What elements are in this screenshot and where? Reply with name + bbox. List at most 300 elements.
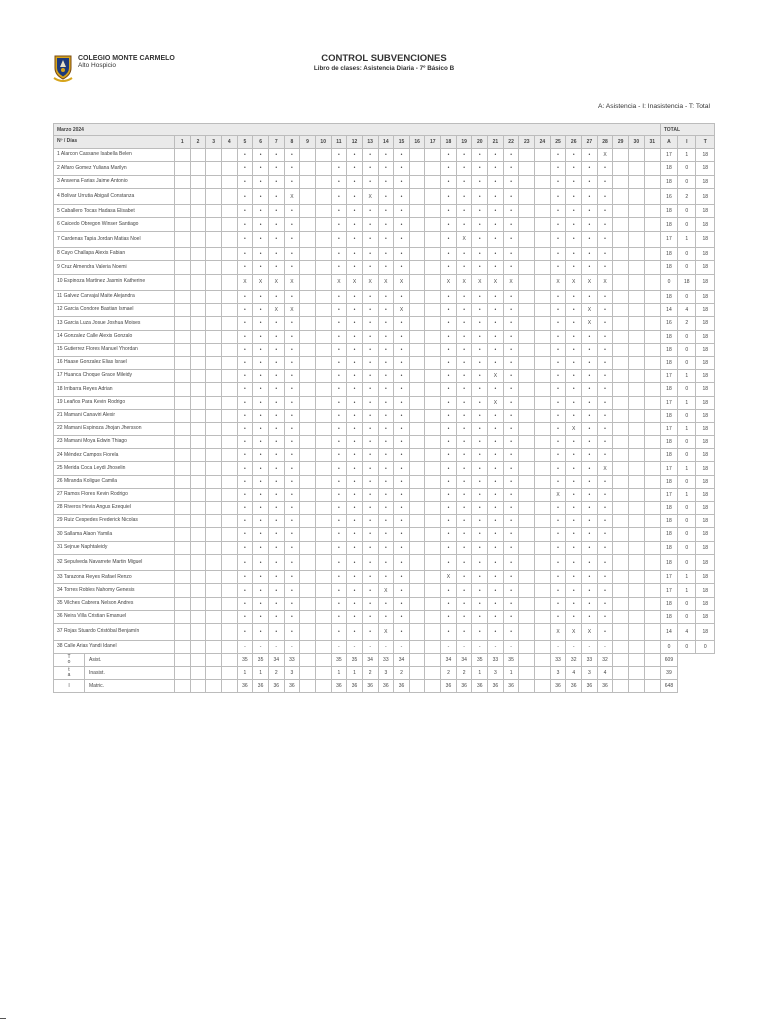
day-header: 14: [378, 136, 394, 149]
summary-cell: 36: [268, 680, 284, 693]
total-i: 0: [678, 356, 696, 369]
attendance-cell: •: [253, 317, 269, 330]
table-row: [54, 436, 715, 449]
attendance-cell: •: [378, 175, 394, 188]
attendance-cell: •: [550, 449, 566, 462]
attendance-cell: [629, 175, 645, 188]
attendance-cell: •: [472, 502, 488, 515]
attendance-cell: [300, 597, 316, 610]
attendance-cell: •: [597, 541, 613, 554]
summary-cell: 33: [378, 653, 394, 666]
attendance-cell: •: [550, 356, 566, 369]
student-name: 21 Mamani Canaviri Alexir: [54, 409, 175, 422]
attendance-cell: [644, 409, 660, 422]
attendance-cell: [409, 356, 425, 369]
attendance-cell: [613, 218, 629, 231]
attendance-cell: X: [378, 274, 394, 291]
total-t: 18: [696, 330, 715, 343]
summary-cell: 3: [284, 666, 300, 679]
attendance-cell: •: [253, 610, 269, 623]
attendance-cell: [206, 274, 222, 291]
attendance-cell: X: [550, 624, 566, 641]
attendance-cell: •: [268, 291, 284, 304]
attendance-cell: •: [331, 502, 347, 515]
table-row: [54, 205, 715, 218]
attendance-cell: [206, 188, 222, 205]
table-row: [54, 188, 715, 205]
attendance-cell: [613, 291, 629, 304]
attendance-cell: •: [441, 597, 457, 610]
table-row: [54, 162, 715, 175]
day-header: 20: [472, 136, 488, 149]
attendance-cell: •: [456, 571, 472, 584]
attendance-cell: •: [566, 449, 582, 462]
attendance-cell: [629, 356, 645, 369]
attendance-cell: •: [472, 409, 488, 422]
attendance-cell: [613, 610, 629, 623]
attendance-cell: [190, 396, 206, 409]
attendance-cell: •: [582, 396, 598, 409]
attendance-cell: [206, 317, 222, 330]
total-a: 17: [660, 571, 677, 584]
attendance-cell: [190, 571, 206, 584]
attendance-cell: [409, 218, 425, 231]
attendance-cell: [221, 149, 237, 162]
attendance-cell: [315, 597, 331, 610]
attendance-cell: X: [566, 624, 582, 641]
page-mark: [0, 1018, 6, 1019]
summary-cell: [519, 666, 535, 679]
attendance-cell: •: [488, 449, 504, 462]
attendance-cell: [629, 422, 645, 435]
attendance-cell: [535, 261, 551, 274]
attendance-cell: [629, 554, 645, 571]
attendance-cell: [519, 597, 535, 610]
attendance-cell: [315, 175, 331, 188]
attendance-cell: •: [472, 343, 488, 356]
attendance-cell: •: [582, 248, 598, 261]
attendance-cell: •: [268, 343, 284, 356]
attendance-cell: •: [362, 317, 378, 330]
attendance-cell: [190, 488, 206, 501]
attendance-cell: •: [347, 449, 363, 462]
attendance-cell: •: [488, 610, 504, 623]
attendance-cell: [174, 370, 190, 383]
attendance-cell: [644, 162, 660, 175]
attendance-cell: [425, 409, 441, 422]
summary-cell: [206, 680, 222, 693]
attendance-cell: [629, 488, 645, 501]
total-i: 0: [678, 515, 696, 528]
total-t: 18: [696, 396, 715, 409]
attendance-cell: •: [597, 383, 613, 396]
attendance-cell: [206, 422, 222, 435]
attendance-cell: [190, 149, 206, 162]
attendance-cell: •: [597, 488, 613, 501]
attendance-cell: •: [362, 356, 378, 369]
attendance-cell: •: [253, 304, 269, 317]
attendance-cell: [174, 317, 190, 330]
total-t: 18: [696, 515, 715, 528]
student-name: 32 Sepulveda Navarrete Martin Miguel: [54, 554, 175, 571]
attendance-cell: •: [394, 370, 410, 383]
attendance-cell: •: [503, 597, 519, 610]
attendance-cell: [206, 356, 222, 369]
student-name: 25 Merida Coca Leydi Jhoselin: [54, 462, 175, 475]
attendance-cell: [221, 261, 237, 274]
attendance-cell: •: [253, 343, 269, 356]
attendance-cell: •: [503, 475, 519, 488]
attendance-cell: [409, 304, 425, 317]
attendance-cell: •: [441, 175, 457, 188]
total-i: 0: [678, 261, 696, 274]
attendance-cell: [613, 304, 629, 317]
attendance-cell: •: [456, 162, 472, 175]
attendance-cell: [644, 291, 660, 304]
attendance-cell: •: [253, 383, 269, 396]
attendance-cell: [409, 231, 425, 248]
attendance-cell: •: [268, 449, 284, 462]
attendance-cell: •: [441, 317, 457, 330]
attendance-cell: •: [331, 343, 347, 356]
attendance-cell: [315, 218, 331, 231]
attendance-cell: [221, 274, 237, 291]
attendance-cell: •: [550, 291, 566, 304]
attendance-cell: •: [456, 330, 472, 343]
attendance-cell: •: [237, 396, 253, 409]
attendance-cell: [425, 370, 441, 383]
attendance-cell: [629, 261, 645, 274]
attendance-cell: [174, 330, 190, 343]
attendance-cell: •: [597, 502, 613, 515]
total-a: 14: [660, 624, 677, 641]
attendance-cell: •: [582, 571, 598, 584]
attendance-cell: •: [456, 475, 472, 488]
attendance-cell: •: [394, 317, 410, 330]
attendance-cell: •: [456, 488, 472, 501]
attendance-cell: [300, 248, 316, 261]
attendance-cell: •: [488, 462, 504, 475]
attendance-cell: [206, 149, 222, 162]
attendance-cell: •: [582, 261, 598, 274]
attendance-cell: •: [237, 436, 253, 449]
attendance-cell: •: [253, 502, 269, 515]
attendance-cell: •: [597, 436, 613, 449]
attendance-cell: [535, 554, 551, 571]
attendance-cell: •: [503, 571, 519, 584]
attendance-cell: [315, 571, 331, 584]
student-name: 35 Vilches Cabrera Nelson Andres: [54, 597, 175, 610]
day-header: 12: [347, 136, 363, 149]
attendance-cell: •: [472, 175, 488, 188]
attendance-cell: •: [503, 449, 519, 462]
summary-cell: [221, 653, 237, 666]
attendance-cell: •: [268, 383, 284, 396]
attendance-cell: [613, 205, 629, 218]
attendance-cell: [221, 624, 237, 641]
summary-cell: [409, 666, 425, 679]
attendance-cell: •: [362, 304, 378, 317]
attendance-cell: -: [378, 640, 394, 653]
attendance-cell: [425, 304, 441, 317]
attendance-cell: [519, 231, 535, 248]
attendance-cell: •: [597, 248, 613, 261]
attendance-cell: X: [284, 188, 300, 205]
attendance-cell: [315, 248, 331, 261]
summary-cell: 1: [253, 666, 269, 679]
attendance-cell: •: [566, 436, 582, 449]
attendance-cell: •: [582, 436, 598, 449]
attendance-cell: •: [253, 356, 269, 369]
attendance-cell: [425, 515, 441, 528]
attendance-cell: •: [378, 383, 394, 396]
attendance-cell: •: [456, 291, 472, 304]
attendance-cell: •: [488, 188, 504, 205]
attendance-cell: [535, 383, 551, 396]
attendance-cell: •: [503, 261, 519, 274]
attendance-cell: •: [394, 291, 410, 304]
attendance-cell: •: [472, 541, 488, 554]
table-row: [54, 624, 715, 641]
attendance-cell: [174, 422, 190, 435]
student-name: 12 Garcia Condore Bastian Ismael: [54, 304, 175, 317]
attendance-cell: •: [566, 218, 582, 231]
attendance-cell: •: [284, 554, 300, 571]
attendance-cell: [629, 640, 645, 653]
total-a: 0: [660, 640, 677, 653]
total-letter: T: [67, 653, 71, 660]
attendance-cell: [221, 162, 237, 175]
attendance-cell: •: [378, 436, 394, 449]
table-row: [54, 515, 715, 528]
attendance-cell: [190, 205, 206, 218]
attendance-cell: [206, 571, 222, 584]
attendance-cell: -: [284, 640, 300, 653]
attendance-cell: [174, 554, 190, 571]
attendance-cell: •: [268, 462, 284, 475]
attendance-cell: [206, 261, 222, 274]
attendance-cell: •: [472, 330, 488, 343]
attendance-cell: [315, 343, 331, 356]
attendance-cell: •: [394, 541, 410, 554]
student-name: 5 Caballero Tocas Hadasa Elisabet: [54, 205, 175, 218]
attendance-cell: X: [597, 462, 613, 475]
attendance-cell: [206, 462, 222, 475]
attendance-cell: [190, 584, 206, 597]
attendance-cell: [613, 274, 629, 291]
total-i: 1: [678, 488, 696, 501]
summary-cell: 36: [472, 680, 488, 693]
attendance-cell: [315, 356, 331, 369]
attendance-cell: •: [268, 409, 284, 422]
attendance-cell: •: [378, 162, 394, 175]
table-row: [54, 356, 715, 369]
attendance-cell: [206, 304, 222, 317]
attendance-cell: [644, 610, 660, 623]
summary-row: [54, 680, 715, 693]
attendance-cell: •: [268, 370, 284, 383]
attendance-cell: [221, 597, 237, 610]
attendance-cell: [425, 218, 441, 231]
attendance-cell: •: [456, 205, 472, 218]
attendance-cell: •: [566, 231, 582, 248]
attendance-cell: •: [456, 317, 472, 330]
attendance-cell: •: [378, 291, 394, 304]
attendance-cell: •: [472, 475, 488, 488]
day-header: 18: [441, 136, 457, 149]
total-a: 18: [660, 449, 677, 462]
attendance-cell: •: [347, 317, 363, 330]
attendance-cell: [425, 502, 441, 515]
attendance-cell: •: [331, 149, 347, 162]
attendance-cell: [519, 422, 535, 435]
attendance-cell: •: [503, 515, 519, 528]
total-a: 18: [660, 248, 677, 261]
attendance-cell: •: [503, 317, 519, 330]
attendance-cell: [629, 343, 645, 356]
attendance-cell: •: [378, 462, 394, 475]
total-i: 0: [678, 502, 696, 515]
attendance-cell: •: [566, 597, 582, 610]
attendance-cell: •: [253, 231, 269, 248]
attendance-cell: •: [566, 330, 582, 343]
attendance-cell: •: [503, 396, 519, 409]
attendance-cell: [315, 231, 331, 248]
attendance-cell: [629, 149, 645, 162]
attendance-cell: •: [362, 205, 378, 218]
attendance-cell: X: [378, 584, 394, 597]
total-col-header: T: [696, 136, 715, 149]
attendance-cell: [190, 356, 206, 369]
attendance-cell: •: [331, 188, 347, 205]
attendance-cell: •: [597, 205, 613, 218]
attendance-cell: •: [488, 554, 504, 571]
attendance-cell: [221, 462, 237, 475]
attendance-cell: •: [268, 231, 284, 248]
attendance-cell: •: [253, 515, 269, 528]
attendance-cell: •: [237, 488, 253, 501]
attendance-cell: [409, 515, 425, 528]
attendance-cell: •: [378, 488, 394, 501]
attendance-cell: •: [394, 396, 410, 409]
attendance-cell: •: [456, 584, 472, 597]
summary-cell: 2: [362, 666, 378, 679]
attendance-cell: [221, 343, 237, 356]
attendance-cell: [629, 304, 645, 317]
attendance-cell: •: [378, 317, 394, 330]
attendance-cell: [190, 554, 206, 571]
attendance-cell: •: [441, 370, 457, 383]
attendance-cell: •: [597, 261, 613, 274]
table-row: [54, 409, 715, 422]
attendance-cell: [300, 541, 316, 554]
attendance-cell: [519, 343, 535, 356]
attendance-cell: [644, 205, 660, 218]
attendance-cell: •: [331, 554, 347, 571]
attendance-cell: [425, 528, 441, 541]
summary-cell: [629, 666, 645, 679]
attendance-cell: [519, 205, 535, 218]
summary-cell: 36: [488, 680, 504, 693]
summary-cell: 4: [597, 666, 613, 679]
attendance-cell: X: [550, 488, 566, 501]
attendance-cell: •: [378, 409, 394, 422]
attendance-cell: •: [550, 597, 566, 610]
total-t: 18: [696, 449, 715, 462]
attendance-cell: [613, 248, 629, 261]
attendance-cell: •: [566, 175, 582, 188]
student-name: 10 Espinoza Martinez Jasmin Katherine: [54, 274, 175, 291]
attendance-cell: •: [362, 175, 378, 188]
attendance-cell: •: [378, 248, 394, 261]
attendance-cell: [613, 528, 629, 541]
total-i: 2: [678, 188, 696, 205]
attendance-cell: •: [253, 396, 269, 409]
summary-label: Matric.: [89, 683, 104, 690]
total-t: 18: [696, 488, 715, 501]
attendance-cell: •: [347, 330, 363, 343]
attendance-cell: [644, 462, 660, 475]
attendance-cell: •: [347, 231, 363, 248]
attendance-cell: X: [503, 274, 519, 291]
attendance-cell: [644, 261, 660, 274]
attendance-cell: •: [566, 515, 582, 528]
attendance-cell: •: [488, 436, 504, 449]
student-name: 15 Gutierrez Flores Manuel Yhordan: [54, 343, 175, 356]
attendance-cell: •: [597, 330, 613, 343]
attendance-cell: •: [472, 396, 488, 409]
attendance-cell: •: [394, 584, 410, 597]
attendance-cell: [644, 502, 660, 515]
attendance-cell: •: [597, 409, 613, 422]
attendance-cell: •: [347, 610, 363, 623]
attendance-cell: •: [237, 205, 253, 218]
attendance-cell: [190, 640, 206, 653]
attendance-cell: [425, 396, 441, 409]
total-vertical-label: [54, 680, 85, 692]
attendance-cell: •: [394, 218, 410, 231]
attendance-cell: •: [284, 571, 300, 584]
attendance-cell: •: [550, 422, 566, 435]
summary-cell: 36: [582, 680, 598, 693]
attendance-cell: •: [441, 149, 457, 162]
attendance-cell: •: [503, 502, 519, 515]
attendance-cell: X: [284, 274, 300, 291]
attendance-cell: •: [284, 597, 300, 610]
attendance-cell: •: [441, 502, 457, 515]
attendance-cell: [315, 162, 331, 175]
attendance-cell: X: [441, 571, 457, 584]
attendance-cell: [409, 162, 425, 175]
summary-cell: 35: [472, 653, 488, 666]
attendance-cell: •: [456, 422, 472, 435]
total-a: 18: [660, 515, 677, 528]
attendance-cell: •: [488, 383, 504, 396]
summary-cell: [315, 653, 331, 666]
attendance-cell: X: [550, 274, 566, 291]
attendance-cell: •: [582, 175, 598, 188]
total-i: 1: [678, 370, 696, 383]
attendance-cell: [190, 218, 206, 231]
attendance-cell: [644, 383, 660, 396]
attendance-cell: [644, 188, 660, 205]
attendance-cell: •: [597, 610, 613, 623]
attendance-cell: [613, 571, 629, 584]
attendance-cell: •: [253, 261, 269, 274]
attendance-cell: •: [284, 291, 300, 304]
total-a: 17: [660, 488, 677, 501]
attendance-cell: •: [550, 248, 566, 261]
